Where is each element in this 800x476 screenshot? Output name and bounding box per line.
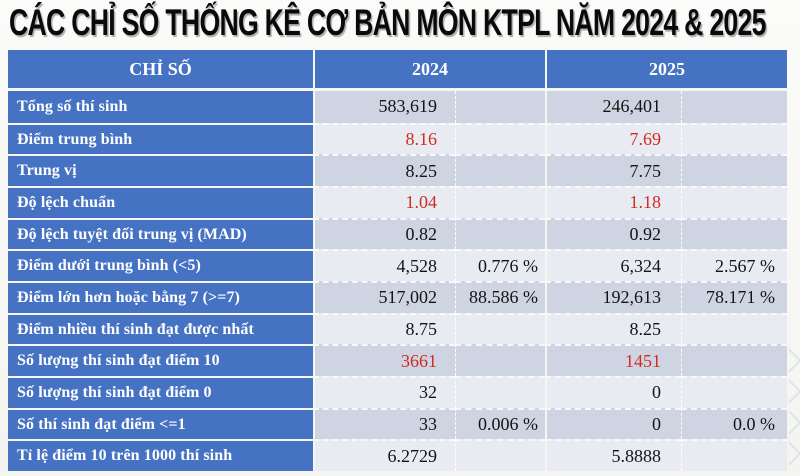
table-header [8, 50, 787, 88]
value-2025: 6,324 [545, 249, 681, 281]
row-label: Điểm lớn hơn hoặc bằng 7 (>=7) [8, 281, 313, 313]
table-row [8, 249, 787, 281]
table-row [8, 281, 787, 313]
pct-2025 [681, 91, 787, 123]
pct-2024 [455, 186, 545, 218]
row-label: Số lượng thí sinh đạt điểm 10 [8, 344, 313, 376]
pct-2024: 0.776 % [455, 249, 545, 281]
value-2024: 4,528 [313, 249, 455, 281]
page-title: CÁC CHỈ SỐ THỐNG KÊ CƠ BẢN MÔN KTPL NĂM 2024 & 2025 [9, 2, 766, 43]
value-2025: 0 [545, 376, 681, 408]
value-2024: 517,002 [313, 281, 455, 313]
table-row [8, 91, 787, 123]
pct-2024 [455, 91, 545, 123]
value-2024: 1.04 [313, 186, 455, 218]
pct-2025 [681, 439, 787, 471]
header-2025: 2025 [545, 50, 787, 88]
pct-2024 [455, 218, 545, 250]
table-row [8, 313, 787, 345]
table-row [8, 218, 787, 250]
value-2024: 33 [313, 408, 455, 440]
pct-2025 [681, 313, 787, 345]
table-row [8, 376, 787, 408]
value-2025: 0.92 [545, 218, 681, 250]
pct-2025 [681, 154, 787, 186]
pct-2024 [455, 123, 545, 155]
value-2025: 7.69 [545, 123, 681, 155]
row-label: Điểm dưới trung bình (<5) [8, 249, 313, 281]
value-2024: 8.75 [313, 313, 455, 345]
pct-2025 [681, 218, 787, 250]
value-2025: 192,613 [545, 281, 681, 313]
value-2024: 8.16 [313, 123, 455, 155]
value-2024: 0.82 [313, 218, 455, 250]
value-2024: 583,619 [313, 91, 455, 123]
row-label: Độ lệch tuyệt đối trung vị (MAD) [8, 218, 313, 250]
header-chi-so: CHỈ SỐ [8, 50, 313, 88]
pct-2025 [681, 376, 787, 408]
value-2024: 6.2729 [313, 439, 455, 471]
pct-2024 [455, 376, 545, 408]
table-row [8, 154, 787, 186]
pct-2025 [681, 344, 787, 376]
pct-2025: 2.567 % [681, 249, 787, 281]
value-2025: 8.25 [545, 313, 681, 345]
table-row [8, 408, 787, 440]
pct-2024: 0.006 % [455, 408, 545, 440]
pct-2025 [681, 123, 787, 155]
row-label: Trung vị [8, 154, 313, 186]
value-2024: 8.25 [313, 154, 455, 186]
value-2025: 5.8888 [545, 439, 681, 471]
row-label: Tổng số thí sinh [8, 91, 313, 123]
table-body [8, 88, 787, 471]
table-row [8, 439, 787, 471]
row-label: Độ lệch chuẩn [8, 186, 313, 218]
value-2025: 246,401 [545, 91, 681, 123]
value-2025: 0 [545, 408, 681, 440]
pct-2024: 88.586 % [455, 281, 545, 313]
value-2025: 1451 [545, 344, 681, 376]
value-2025: 7.75 [545, 154, 681, 186]
pct-2024 [455, 154, 545, 186]
row-label: Số lượng thí sinh đạt điểm 0 [8, 376, 313, 408]
pct-2024 [455, 439, 545, 471]
value-2024: 32 [313, 376, 455, 408]
value-2025: 1.18 [545, 186, 681, 218]
pct-2025 [681, 186, 787, 218]
pct-2024 [455, 313, 545, 345]
row-label: Điểm nhiều thí sinh đạt được nhất [8, 313, 313, 345]
table-row [8, 344, 787, 376]
row-label: Điểm trung bình [8, 123, 313, 155]
row-label: Tỉ lệ điểm 10 trên 1000 thí sinh [8, 439, 313, 471]
pct-2025: 0.0 % [681, 408, 787, 440]
stat-table [8, 50, 787, 471]
row-label: Số thí sinh đạt điểm <=1 [8, 408, 313, 440]
table-row [8, 123, 787, 155]
pct-2024 [455, 344, 545, 376]
value-2024: 3661 [313, 344, 455, 376]
header-2024: 2024 [313, 50, 545, 88]
table-row [8, 186, 787, 218]
pct-2025: 78.171 % [681, 281, 787, 313]
